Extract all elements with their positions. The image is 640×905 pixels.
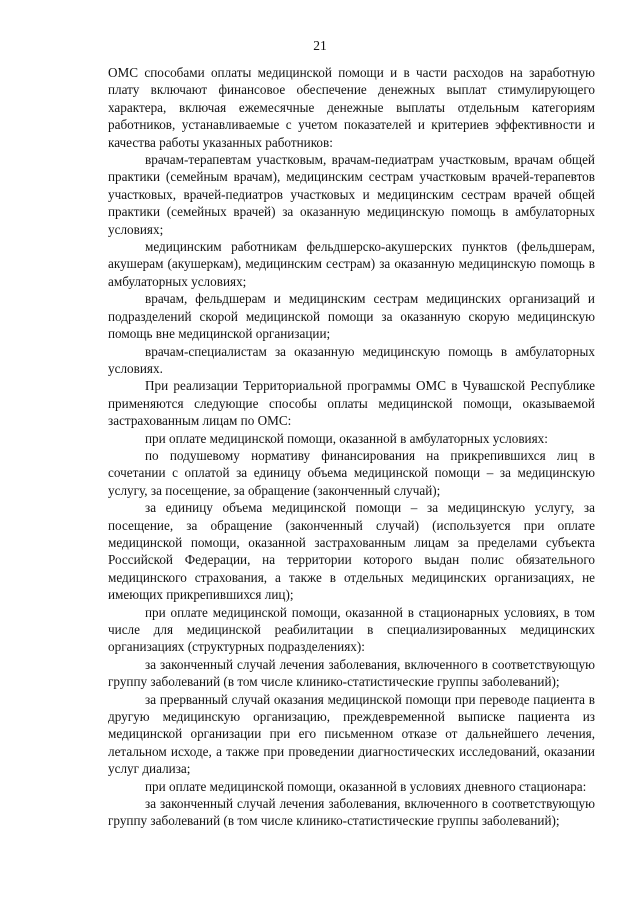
paragraph-continuation: ОМС способами оплаты медицинской помощи и в части расходов на заработную плату включают финансовое обеспечение денежных выплат стимулирующего характера, включая ежемесячные денежные выплаты отдельным категориям работников, устанавливаемые с учетом показателей и критериев эффективности и качества работы указанных работников: <box>108 65 595 150</box>
document-body <box>108 64 595 830</box>
paragraph-list-item: медицинским работникам фельдшерско-акушерских пунктов (фельдшерам, акушерам (акушеркам), медицинским сестрам) за оказанную медицинскую помощь в амбулаторных условиях; <box>108 239 595 289</box>
paragraph: При реализации Территориальной программы ОМС в Чувашской Республике применяются следующие способы оплаты медицинской помощи, оказываемой застрахованным лицам по ОМС: <box>108 378 595 429</box>
paragraph-list-item: за законченный случай лечения заболевания, включенного в соответствующую группу заболеваний (в том числе клинико-статистические группы заболеваний); <box>108 656 595 690</box>
paragraph-list-item: при оплате медицинской помощи, оказанной в амбулаторных условиях: <box>145 430 548 446</box>
paragraph-list-item: при оплате медицинской помощи, оказанной в стационарных условиях, в том числе для медицинской реабилитации в специализированных медицинских организациях (структурных подразделениях): <box>108 604 595 655</box>
paragraph-list-item: за прерванный случай оказания медицинской помощи при переводе пациента в другую медицинскую организацию, преждевременной выписке пациента из медицинской организации при его письменном отказе от дальнейшего лечения, летальном исходе, а также при проведении диагностических исследований, оказании услуг диализа; <box>108 691 595 777</box>
paragraph-list-item: врачам, фельдшерам и медицинским сестрам медицинских организаций и подразделений скорой медицинской помощи за оказанную скорую медицинскую помощь вне медицинской организации; <box>108 291 595 342</box>
page-number: 21 <box>313 38 327 53</box>
paragraph-list-item: врачам-специалистам за оказанную медицинскую помощь в амбулаторных условиях. <box>108 343 595 376</box>
paragraph-list-item: при оплате медицинской помощи, оказанной в условиях дневного стационара: <box>145 778 587 794</box>
paragraph-list-item: за законченный случай лечения заболевания, включенного в соответствующую группу заболеваний (в том числе клинико-статистические группы заболеваний); <box>108 796 595 829</box>
paragraph-list-item: врачам-терапевтам участковым, врачам-педиатрам участковым, врачам общей практики (семейным врачам), медицинским сестрам участковым врачей-терапевтов участковых, врачей-педиатров участковых и медицинским сестрам врачей общей практики (семейных врачей) за оказанную медицинскую помощь в амбулаторных условиях; <box>108 152 595 237</box>
paragraph-list-item: за единицу объема медицинской помощи – за медицинскую услугу, за посещение, за обращение (законченный случай) (используется при оплате медицинской помощи, оказанной застрахованным лицам за пределами субъекта Российской Федерации, на территории которого выдан полис обязательного медицинского страхования, а также в отдельных медицинских организациях, не имеющих прикрепившихся лиц); <box>108 500 595 603</box>
paragraph-list-item: по подушевому нормативу финансирования на прикрепившихся лиц в сочетании с оплатой за единицу объема медицинской помощи – за медицинскую услугу, за посещение, за обращение (законченный случай); <box>108 447 595 498</box>
